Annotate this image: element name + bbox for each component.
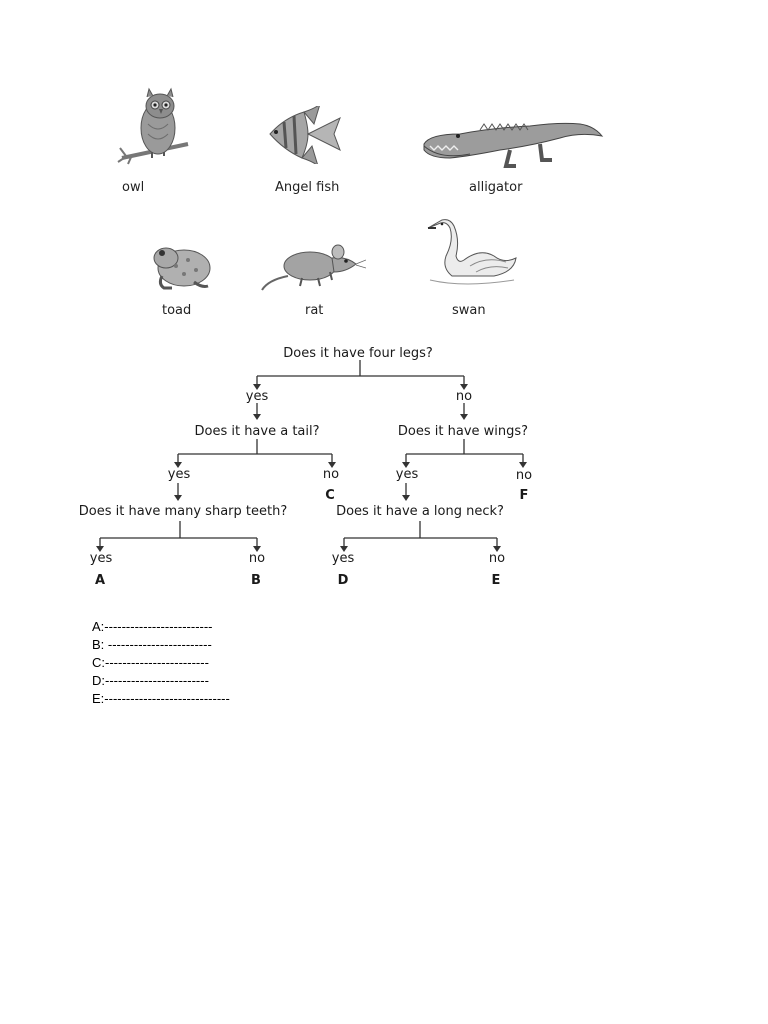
answer-line-e: E:-----------------------------	[92, 691, 230, 706]
answer-no-four-legs: no	[455, 389, 473, 404]
result-letter-f: F	[519, 488, 529, 503]
alligator-illustration	[420, 100, 604, 172]
answer-line-c: C:------------------------	[92, 655, 209, 670]
result-letter-e: E	[491, 573, 501, 588]
answer-yes-long-neck: yes	[331, 551, 355, 566]
answer-list	[92, 618, 230, 708]
animal-label-toad: toad	[162, 303, 192, 318]
answer-line-d: D:------------------------	[92, 673, 209, 688]
toad-illustration	[150, 238, 214, 294]
result-letter-b: B	[251, 573, 261, 588]
question-four-legs: Does it have four legs?	[283, 346, 433, 361]
animal-label-rat: rat	[305, 303, 324, 318]
question-wings: Does it have wings?	[397, 424, 529, 439]
answer-yes-sharp-teeth: yes	[89, 551, 113, 566]
animal-label-swan: swan	[452, 303, 486, 318]
angelfish-illustration	[264, 106, 346, 164]
answer-line-b: B: ------------------------	[92, 637, 212, 652]
animal-label-angelfish: Angel fish	[275, 180, 340, 195]
result-letter-a: A	[94, 573, 106, 588]
owl-illustration	[116, 86, 192, 170]
answer-no-sharp-teeth: no	[248, 551, 266, 566]
animal-label-owl: owl	[122, 180, 145, 195]
rat-illustration	[258, 240, 366, 294]
answer-yes-tail: yes	[167, 467, 191, 482]
answer-yes-wings: yes	[395, 467, 419, 482]
swan-illustration	[424, 216, 520, 292]
answer-no-tail: no	[322, 467, 340, 482]
answer-line-a: A:-------------------------	[92, 619, 213, 634]
answer-no-wings: no	[515, 468, 533, 483]
result-letter-d: D	[337, 573, 349, 588]
key-arrowheads	[96, 384, 527, 552]
result-letter-c: C	[325, 488, 335, 503]
answer-no-long-neck: no	[488, 551, 506, 566]
animal-label-alligator: alligator	[469, 180, 523, 195]
dichotomous-key	[0, 330, 768, 600]
question-tail: Does it have a tail?	[194, 424, 320, 439]
question-sharp-teeth: Does it have many sharp teeth?	[78, 504, 288, 519]
answer-yes-four-legs: yes	[245, 389, 269, 404]
question-long-neck: Does it have a long neck?	[336, 504, 504, 519]
